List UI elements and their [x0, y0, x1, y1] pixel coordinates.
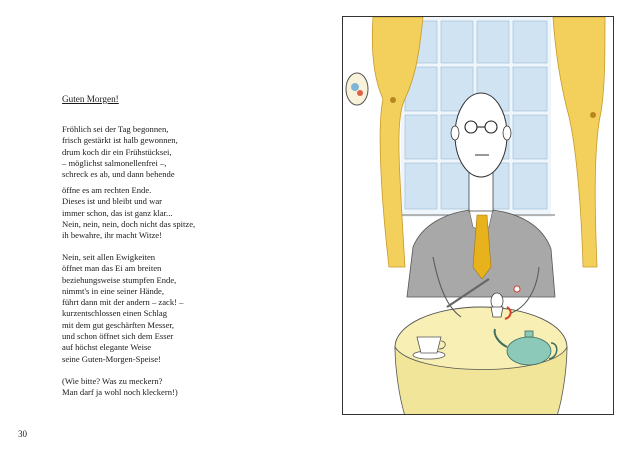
poem-line: – möglichst salmonellenfrei –, — [62, 157, 167, 168]
breakfast-illustration — [342, 16, 614, 415]
poem-line: Fröhlich sei der Tag begonnen, — [62, 124, 169, 134]
right-curtain — [553, 17, 605, 267]
stanza-1 — [62, 124, 178, 180]
right-curtain-tieback — [590, 112, 596, 118]
left-curtain-tieback — [390, 97, 396, 103]
poem-line: (Wie bitte? Was zu meckern? — [62, 376, 163, 386]
ear — [503, 126, 511, 140]
poem-line: Nein, seit allen Ewigkeiten — [62, 252, 156, 262]
poem-line: auf höchst elegante Weise — [62, 342, 152, 353]
stanza-4 — [62, 376, 178, 399]
poem-line: öffnet man das Ei am breiten — [62, 263, 162, 274]
stanza-3 — [62, 252, 183, 365]
man-head — [455, 93, 507, 177]
poem-line: mit dem gut geschärften Messer, — [62, 319, 175, 330]
poem-line: Dieses ist und bleibt und war — [62, 196, 163, 207]
poem-line: Man darf ja wohl noch kleckern!) — [62, 387, 178, 398]
poem-line: nimmt's in eine seiner Hände, — [62, 285, 165, 296]
poem-title: Guten Morgen! — [62, 94, 119, 104]
poem-line: kurzentschlossen einen Schlag — [62, 308, 168, 319]
ear — [451, 126, 459, 140]
poem-line: drum koch dir ein Frühstücksei, — [62, 146, 172, 157]
wall-picture — [346, 73, 368, 105]
poem-line: und schon öffnet sich dem Esser — [62, 331, 174, 342]
poem-line: schreck es ab, und dann behende — [62, 169, 175, 180]
egg-cap — [514, 286, 520, 292]
poem-line: ih bewahre, ihr macht Witze! — [62, 230, 162, 241]
poem-line: frisch gestärkt ist halb gewonnen, — [62, 135, 178, 146]
stanza-2 — [62, 185, 195, 241]
illustration-drawing — [343, 17, 614, 415]
poem-line: führt dann mit der andern – zack! – — [62, 297, 184, 308]
poem-line: seine Guten-Morgen-Speise! — [62, 353, 161, 364]
page-number: 30 — [18, 429, 27, 439]
poem-line: immer schon, das ist ganz klar... — [62, 207, 173, 218]
poem-line: Nein, nein, nein, doch nicht das spitze, — [62, 218, 196, 229]
poem-line: öffne es am rechten Ende. — [62, 185, 152, 195]
poem-line: beziehungsweise stumpfen Ende, — [62, 274, 177, 285]
